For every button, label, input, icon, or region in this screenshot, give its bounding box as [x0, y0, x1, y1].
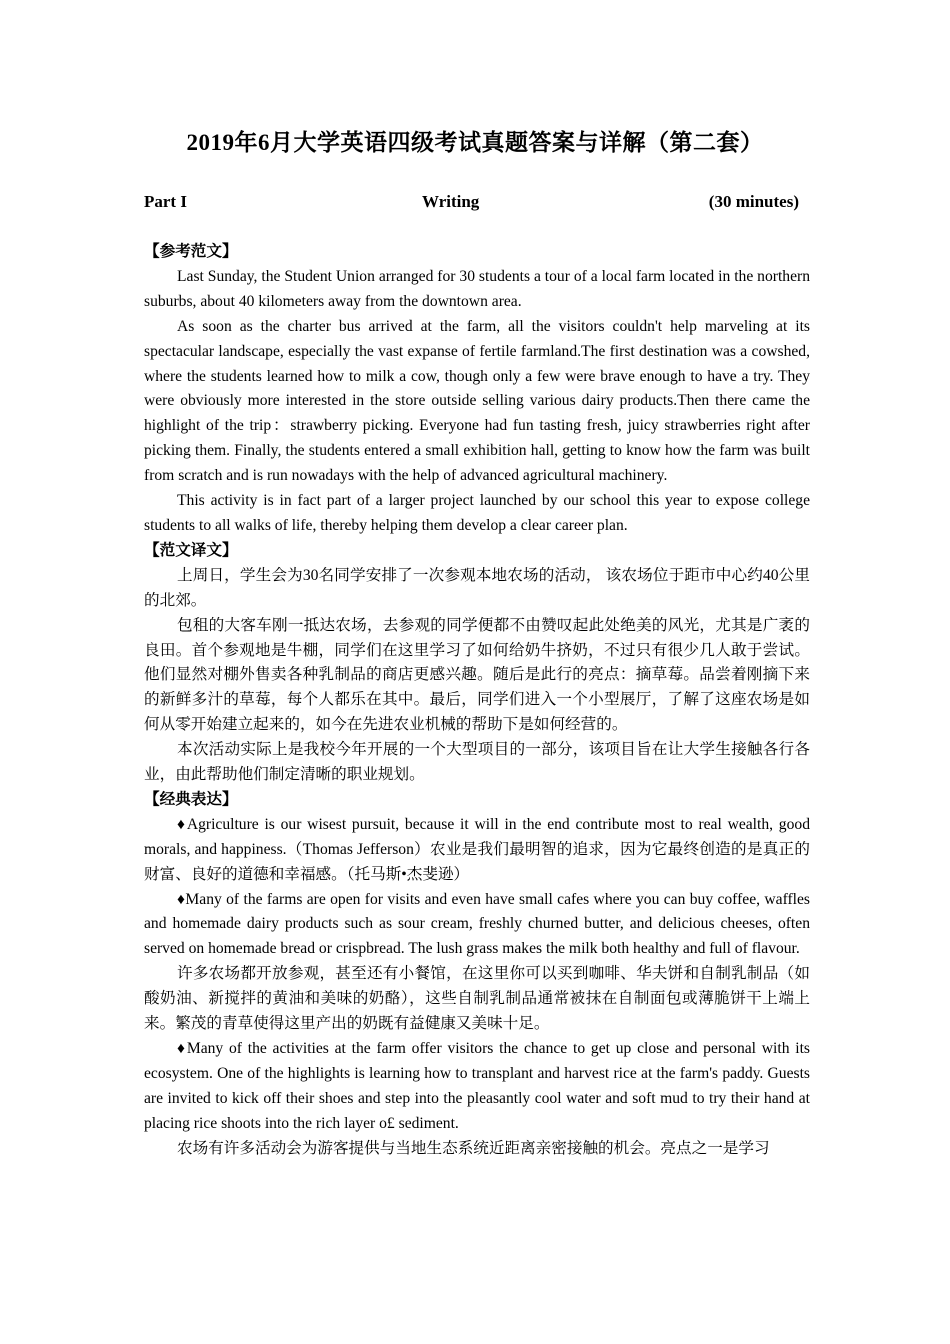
paragraph: Last Sunday, the Student Union arranged for 30 students a tour of a local farm located in the northern suburbs, about 40 kilometers away from the downtown area. [144, 267, 810, 310]
paragraph: 农场有许多活动会为游客提供与当地生态系统近距离亲密接触的机会。亮点之一是学习 [177, 1139, 770, 1157]
paragraph: 本次活动实际上是我校今年开展的一个大型项目的一部分，该项目旨在让大学生接触各行各业，由此帮助他们制定清晰的职业规划。 [144, 741, 810, 784]
paragraph: ♦Many of the activities at the farm offer visitors the chance to get up close and personal with its ecosystem. One of the highlights is learning how to transplant and harvest rice at the farm's paddy. Guests are invited to kick off their shoes and step into the pleasantly cool water and soft mud to try their hand at placing rice shoots into the rich layer o£ sediment. [144, 1040, 810, 1132]
part-name: Writing [422, 192, 480, 211]
part-label: Part I [144, 192, 187, 211]
paragraph: This activity is in fact part of a larger project launched by our school this year to expose college students to all walks of life, thereby helping them develop a clear career plan. [144, 492, 810, 534]
document-body [144, 240, 810, 1162]
page-title: 2019年6月大学英语四级考试真题答案与详解（第二套） [186, 130, 764, 155]
paragraph: ♦Many of the farms are open for visits and even have small cafes where you can buy coffee, waffles and homemade dairy products such as sour cream, freshly churned butter, and delicious cheeses, often served on homemade bread or crispbread. The lush grass makes the milk both healthy and full of flavour. [144, 890, 810, 958]
paragraph: As soon as the charter bus arrived at the farm, all the visitors couldn't help marveling at its spectacular landscape, especially the vast expanse of fertile farmland.The first destination was a cowshed, where the students learned how to milk a cow, though only a few were brave enough to have a try. They were obviously more interested in the store outside selling various dairy products.Then there came the highlight of the trip：strawberry picking. Everyone had fun tasting fresh, juicy strawberries right after picking them. Finally, the students entered a small exhibition hall, getting to know how the farm was built from scratch and is run nowadays with the help of advanced agricultural machinery. [144, 317, 810, 485]
part-time: (30 minutes) [708, 192, 799, 211]
paragraph: 许多农场都开放参观，甚至还有小餐馆，在这里你可以买到咖啡、华夫饼和自制乳制品（如酸奶油、新搅拌的黄油和美味的奶酪），这些自制乳制品通常被抹在自制面包或薄脆饼干上端上来。繁茂的青草使得这里产出的奶既有益健康又美味十足。 [144, 965, 810, 1033]
paragraph: ♦Agriculture is our wisest pursuit, because it will in the end contribute most to real wealth, good morals, and happiness.（Thomas Jefferson）农业是我们最明智的追求，因为它最终创造的是真正的财富、良好的道德和幸福感。（托马斯•杰斐逊） [144, 815, 810, 883]
paragraph: 包租的大客车刚一抵达农场，去参观的同学便都不由赞叹起此处绝美的风光，尤其是广袤的良田。首个参观地是牛棚，同学们在这里学习了如何给奶牛挤奶，不过只有很少几人敢于尝试。他们显然对棚外售卖各种乳制品的商店更感兴趣。随后是此行的亮点：摘草莓。品尝着刚摘下来的新鲜多汁的草莓，每个人都乐在其中。最后，同学们进入一个小型展厅，了解了这座农场是如何从零开始建立起来的，如今在先进农业机械的帮助下是如何经营的。 [144, 616, 810, 734]
section-heading-translation: 【范文译文】 [144, 541, 238, 559]
paragraph: 上周日，学生会为30名同学安排了一次参观本地农场的活动， 该农场位于距市中心约40公里的北郊。 [144, 566, 810, 609]
section-heading-expressions: 【经典表达】 [144, 790, 238, 808]
part-header [144, 192, 799, 216]
section-heading-sample-essay: 【参考范文】 [144, 243, 238, 260]
